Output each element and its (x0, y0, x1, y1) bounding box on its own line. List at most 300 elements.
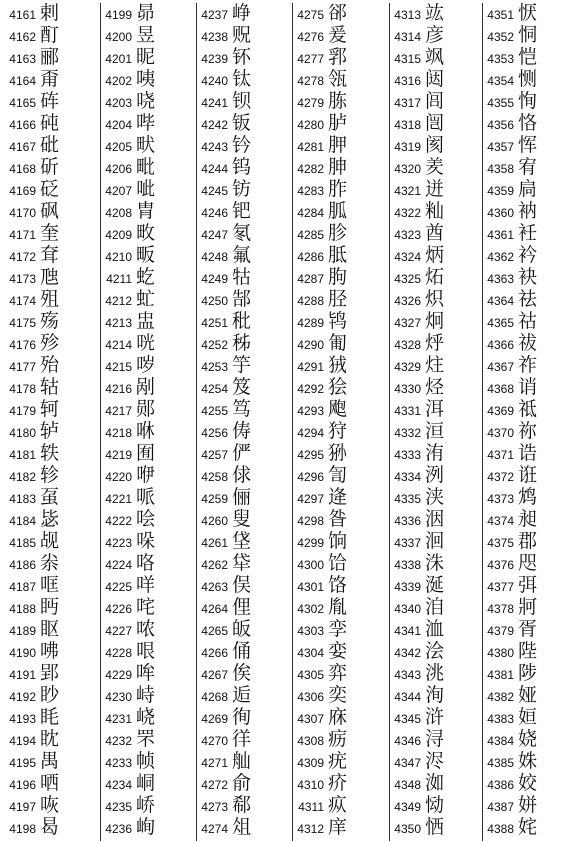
entry-number: 4220 (105, 470, 132, 484)
hanzi-character: 陛 (518, 640, 538, 662)
entry-number: 4362 (487, 250, 514, 264)
entry-number: 4270 (201, 734, 228, 748)
hanzi-character: 恽 (518, 134, 538, 156)
hanzi-character: 郢 (40, 662, 60, 684)
entry-number: 4164 (9, 74, 36, 88)
entry-number: 4302 (297, 602, 324, 616)
hanzi-character: 诰 (518, 442, 538, 464)
entry-number: 4198 (9, 822, 36, 836)
hanzi-character: 衿 (518, 244, 538, 266)
entry-number: 4266 (201, 646, 228, 660)
hanzi-character: 竑 (425, 2, 445, 24)
hanzi-character: 饸 (328, 552, 348, 574)
hanzi-character: 盅 (136, 310, 156, 332)
entry-number: 4295 (297, 448, 324, 462)
hanzi-character: 咣 (136, 332, 156, 354)
hanzi-character: 砗 (40, 90, 60, 112)
entry-number: 4185 (9, 536, 36, 550)
hanzi-character: 衲 (518, 200, 538, 222)
entry-number: 4242 (201, 118, 228, 132)
hanzi-character: 昵 (136, 46, 156, 68)
hanzi-character: 竽 (232, 354, 252, 376)
hanzi-character: 殆 (40, 354, 60, 376)
hanzi-character: 胫 (328, 288, 348, 310)
entry-number: 4217 (105, 404, 132, 418)
hanzi-character: 徇 (232, 706, 252, 728)
hanzi-character: 俞 (232, 772, 252, 794)
hanzi-character: 胝 (328, 244, 348, 266)
entry-number: 4283 (297, 184, 324, 198)
entry-number: 4170 (9, 206, 36, 220)
hanzi-character: 昱 (136, 24, 156, 46)
hanzi-character: 氟 (232, 244, 252, 266)
entry-number: 4230 (105, 690, 132, 704)
entry-number: 4335 (394, 492, 421, 506)
hanzi-character: 咦 (136, 68, 156, 90)
entry-number: 4231 (105, 712, 132, 726)
entry-number: 4264 (201, 602, 228, 616)
hanzi-character: 笃 (232, 398, 252, 420)
entry-number: 4317 (394, 96, 421, 110)
entry-number: 4165 (9, 96, 36, 110)
hanzi-character: 恻 (518, 68, 538, 90)
hanzi-character: 庥 (328, 706, 348, 728)
hanzi-character: 娅 (518, 684, 538, 706)
hanzi-character: 囿 (136, 442, 156, 464)
hanzi-character: 闾 (425, 90, 445, 112)
hanzi-character: 昶 (518, 508, 538, 530)
hanzi-character: 钫 (232, 178, 252, 200)
entry-number: 4234 (105, 778, 132, 792)
hanzi-character: 浔 (425, 728, 445, 750)
hanzi-character: 郡 (518, 530, 538, 552)
hanzi-character: 砘 (40, 112, 60, 134)
entry-number: 4365 (487, 316, 514, 330)
hanzi-character: 饷 (328, 530, 348, 552)
entry-number: 4184 (9, 514, 36, 528)
hanzi-character: 斫 (40, 156, 60, 178)
hanzi-character: 娆 (518, 728, 538, 750)
hanzi-character: 哐 (40, 574, 60, 596)
entry-number: 4263 (201, 580, 228, 594)
entry-number: 4377 (487, 580, 514, 594)
entry-number: 4305 (297, 668, 324, 682)
entry-number: 4310 (297, 778, 324, 792)
hanzi-character: 浍 (425, 640, 445, 662)
entry-number: 4323 (394, 228, 421, 242)
hanzi-character: 姘 (518, 794, 538, 816)
hanzi-character: 洧 (425, 442, 445, 464)
hanzi-character: 眊 (40, 706, 60, 728)
entry-number: 4199 (105, 8, 132, 22)
entry-number: 4378 (487, 602, 514, 616)
entry-number: 4192 (9, 690, 36, 704)
entry-number: 4338 (394, 558, 421, 572)
entry-number: 4235 (105, 800, 132, 814)
hanzi-character: 瓴 (328, 68, 348, 90)
entry-number: 4279 (297, 96, 324, 110)
entry-number: 4197 (9, 800, 36, 814)
hanzi-character: 昴 (136, 2, 156, 24)
entry-number: 4236 (105, 822, 132, 836)
hanzi-character: 轱 (40, 376, 60, 398)
entry-number: 4380 (487, 646, 514, 660)
entry-number: 4252 (201, 338, 228, 352)
hanzi-character: 祜 (518, 310, 538, 332)
hanzi-character: 疣 (328, 750, 348, 772)
entry-number: 4169 (9, 184, 36, 198)
hanzi-character: 牯 (232, 266, 252, 288)
hanzi-character: 殂 (40, 288, 60, 310)
column-6 (478, 3, 568, 841)
hanzi-character: 钛 (232, 68, 252, 90)
entry-number: 4337 (394, 536, 421, 550)
entry-number: 4269 (201, 712, 228, 726)
hanzi-character: 炳 (425, 244, 445, 266)
entry-number: 4243 (201, 140, 228, 154)
hanzi-character: 恪 (518, 112, 538, 134)
hanzi-character: 舢 (232, 750, 252, 772)
entry-number: 4345 (394, 712, 421, 726)
hanzi-character: 钚 (232, 46, 252, 68)
entry-number: 4196 (9, 778, 36, 792)
hanzi-character: 逅 (232, 684, 252, 706)
hanzi-character: 殄 (40, 332, 60, 354)
hanzi-character: 姣 (518, 772, 538, 794)
hanzi-character: 俣 (232, 574, 252, 596)
hanzi-character: 炽 (425, 288, 445, 310)
entry-number: 4208 (105, 206, 132, 220)
hanzi-character: 鸩 (518, 486, 538, 508)
entry-number: 4284 (297, 206, 324, 220)
hanzi-character: 姝 (518, 750, 538, 772)
entry-number: 4190 (9, 646, 36, 660)
entry-number: 4191 (9, 668, 36, 682)
entry-number: 4209 (105, 228, 132, 242)
entry-number: 4182 (9, 470, 36, 484)
hanzi-character: 砭 (40, 178, 60, 200)
entry-number: 4240 (201, 74, 228, 88)
hanzi-character: 眄 (40, 596, 60, 618)
hanzi-character: 砒 (40, 134, 60, 156)
hanzi-character: 炯 (425, 310, 445, 332)
hanzi-character: 俎 (232, 816, 252, 838)
entry-number: 4376 (487, 558, 514, 572)
entry-number: 4373 (487, 492, 514, 506)
hanzi-character: 轲 (40, 398, 60, 420)
hanzi-character: 哓 (136, 90, 156, 112)
hanzi-character: 哞 (136, 662, 156, 684)
entry-number: 4216 (105, 382, 132, 396)
entry-number: 4299 (297, 536, 324, 550)
entry-number: 4339 (394, 580, 421, 594)
hanzi-character: 钡 (232, 90, 252, 112)
entry-number: 4379 (487, 624, 514, 638)
entry-number: 4201 (105, 52, 132, 66)
entry-number: 4277 (297, 52, 324, 66)
hanzi-character: 闿 (425, 112, 445, 134)
entry-number: 4287 (297, 272, 324, 286)
entry-number: 4244 (201, 162, 228, 176)
entry-number: 4364 (487, 294, 514, 308)
hanzi-character: 恸 (425, 794, 445, 816)
entry-number: 4256 (201, 426, 228, 440)
hanzi-character: 咩 (136, 574, 156, 596)
hanzi-character: 哔 (136, 112, 156, 134)
entry-number: 4222 (105, 514, 132, 528)
hanzi-character: 峒 (136, 772, 156, 794)
hanzi-character: 咿 (136, 464, 156, 486)
hanzi-character: 胤 (328, 596, 348, 618)
entry-number: 4315 (394, 52, 421, 66)
hanzi-character: 郗 (232, 794, 252, 816)
entry-number: 4171 (9, 228, 36, 242)
hanzi-character: 峋 (136, 816, 156, 838)
entry-number: 4210 (105, 250, 132, 264)
entry-number: 4229 (105, 668, 132, 682)
entry-number: 4385 (487, 756, 514, 770)
entry-number: 4221 (105, 492, 132, 506)
hanzi-character: 眇 (40, 684, 60, 706)
entry-number: 4187 (9, 580, 36, 594)
hanzi-character: 孪 (328, 618, 348, 640)
entry-number: 4325 (394, 272, 421, 286)
column-1 (0, 3, 92, 841)
entry-number: 4211 (106, 272, 132, 286)
hanzi-character: 虼 (136, 266, 156, 288)
entry-number: 4206 (105, 162, 132, 176)
hanzi-character: 疬 (328, 728, 348, 750)
hanzi-character: 殇 (40, 310, 60, 332)
entry-number: 4382 (487, 690, 514, 704)
entry-number: 4298 (297, 514, 324, 528)
entry-number: 4204 (105, 118, 132, 132)
hanzi-character: 饹 (328, 574, 348, 596)
hanzi-character: 朐 (328, 266, 348, 288)
entry-number: 4179 (9, 404, 36, 418)
hanzi-character: 浒 (425, 706, 445, 728)
column-4 (288, 3, 380, 841)
hanzi-character: 皈 (232, 618, 252, 640)
entry-number: 4260 (201, 514, 228, 528)
hanzi-character: 诮 (518, 376, 538, 398)
entry-number: 4367 (487, 360, 514, 374)
entry-number: 4297 (297, 492, 324, 506)
entry-number: 4241 (201, 96, 228, 110)
entry-number: 4303 (297, 624, 324, 638)
entry-number: 4368 (487, 382, 514, 396)
entry-number: 4308 (297, 734, 324, 748)
entry-number: 4356 (487, 118, 514, 132)
entry-number: 4176 (9, 338, 36, 352)
entry-number: 4173 (9, 272, 36, 286)
entry-number: 4351 (487, 8, 514, 22)
hanzi-character: 弈 (328, 662, 348, 684)
hanzi-character: 诳 (518, 464, 538, 486)
hanzi-character: 郧 (136, 398, 156, 420)
entry-number: 4262 (201, 558, 228, 572)
entry-number: 4383 (487, 712, 514, 726)
hanzi-character: 轳 (40, 420, 60, 442)
entry-number: 4290 (297, 338, 324, 352)
hanzi-character: 洌 (425, 464, 445, 486)
hanzi-character: 奕 (328, 684, 348, 706)
entry-number: 4253 (201, 360, 228, 374)
entry-number: 4316 (394, 74, 421, 88)
hanzi-character: 俅 (232, 464, 252, 486)
hanzi-character: 俨 (232, 442, 252, 464)
hanzi-character: 钣 (232, 112, 252, 134)
hanzi-character: 恺 (518, 46, 538, 68)
hanzi-character: 虺 (40, 266, 60, 288)
column-5 (385, 3, 477, 841)
hanzi-character: 哝 (136, 618, 156, 640)
entry-number: 4360 (487, 206, 514, 220)
hanzi-character: 哏 (136, 640, 156, 662)
hanzi-character: 俪 (232, 486, 252, 508)
entry-number: 4331 (394, 404, 421, 418)
entry-number: 4286 (297, 250, 324, 264)
entry-number: 4292 (297, 382, 324, 396)
hanzi-character: 彦 (425, 24, 445, 46)
entry-number: 4336 (394, 514, 421, 528)
entry-number: 4175 (9, 316, 36, 330)
entry-number: 4186 (9, 558, 36, 572)
entry-number: 4294 (297, 426, 324, 440)
entry-number: 4311 (298, 800, 324, 814)
entry-number: 4249 (201, 272, 228, 286)
hanzi-character: 羑 (425, 156, 445, 178)
hanzi-character: 帧 (136, 750, 156, 772)
hanzi-character: 鸨 (328, 310, 348, 332)
entry-number: 4188 (9, 602, 36, 616)
entry-number: 4330 (394, 382, 421, 396)
hanzi-character: 涎 (425, 574, 445, 596)
entry-number: 4172 (9, 250, 36, 264)
hanzi-character: 郛 (328, 46, 348, 68)
hanzi-character: 扃 (518, 178, 538, 200)
entry-number: 4314 (394, 30, 421, 44)
entry-number: 4224 (105, 558, 132, 572)
entry-number: 4340 (394, 602, 421, 616)
hanzi-character: 咤 (136, 596, 156, 618)
entry-number: 4213 (105, 316, 132, 330)
hanzi-character: 咻 (136, 420, 156, 442)
entry-number: 4334 (394, 470, 421, 484)
entry-number: 4353 (487, 52, 514, 66)
entry-number: 4329 (394, 360, 421, 374)
hanzi-character: 祚 (518, 354, 538, 376)
hanzi-character: 哙 (136, 508, 156, 530)
hanzi-character: 哚 (136, 530, 156, 552)
entry-number: 4319 (394, 140, 421, 154)
entry-number: 4181 (9, 448, 36, 462)
hanzi-character: 昝 (328, 508, 348, 530)
hanzi-character: 恫 (518, 24, 538, 46)
entry-number: 4324 (394, 250, 421, 264)
hanzi-character: 钤 (232, 134, 252, 156)
hanzi-character: 曷 (40, 816, 60, 838)
entry-number: 4193 (9, 712, 36, 726)
hanzi-character: 訇 (328, 464, 348, 486)
entry-number: 4328 (394, 338, 421, 352)
hanzi-character: 炻 (425, 266, 445, 288)
hanzi-character: 剐 (136, 376, 156, 398)
entry-number: 4350 (394, 822, 421, 836)
entry-number: 4371 (487, 448, 514, 462)
entry-number: 4307 (297, 712, 324, 726)
entry-number: 4357 (487, 140, 514, 154)
entry-number: 4278 (297, 74, 324, 88)
entry-number: 4320 (394, 162, 421, 176)
hanzi-character: 酋 (425, 222, 445, 244)
entry-number: 4255 (201, 404, 228, 418)
hanzi-character: 祢 (518, 420, 538, 442)
entry-number: 4358 (487, 162, 514, 176)
entry-number: 4313 (394, 8, 421, 22)
entry-number: 4347 (394, 756, 421, 770)
entry-number: 4265 (201, 624, 228, 638)
hanzi-character: 剌 (40, 2, 60, 24)
entry-number: 4180 (9, 426, 36, 440)
entry-number: 4326 (394, 294, 421, 308)
hanzi-character: 恓 (425, 816, 445, 838)
hanzi-character: 匍 (328, 332, 348, 354)
hanzi-character: 宥 (518, 156, 538, 178)
entry-number: 4344 (394, 690, 421, 704)
hanzi-character: 狩 (328, 420, 348, 442)
hanzi-character: 籼 (425, 200, 445, 222)
hanzi-character: 胛 (328, 134, 348, 156)
hanzi-character: 飒 (425, 46, 445, 68)
hanzi-character: 迸 (425, 178, 445, 200)
hanzi-character: 洙 (425, 552, 445, 574)
hanzi-character: 庠 (328, 816, 348, 838)
entry-number: 4202 (105, 74, 132, 88)
entry-number: 4333 (394, 448, 421, 462)
hanzi-character: 祓 (518, 332, 538, 354)
hanzi-character: 衽 (518, 222, 538, 244)
entry-number: 4247 (201, 228, 228, 242)
entry-number: 4250 (201, 294, 228, 308)
column-3 (192, 3, 284, 841)
hanzi-character: 奎 (40, 222, 60, 244)
hanzi-character: 秭 (232, 332, 252, 354)
hanzi-character: 爰 (328, 24, 348, 46)
entry-number: 4366 (487, 338, 514, 352)
hanzi-character: 洵 (425, 684, 445, 706)
entry-number: 4174 (9, 294, 36, 308)
entry-number: 4251 (201, 316, 228, 330)
entry-number: 4167 (9, 140, 36, 154)
entry-number: 4267 (201, 668, 228, 682)
entry-number: 4293 (297, 404, 324, 418)
hanzi-character: 洮 (425, 662, 445, 684)
entry-number: 4166 (9, 118, 36, 132)
hanzi-character: 娈 (328, 640, 348, 662)
entry-number: 4341 (394, 624, 421, 638)
entry-number: 4300 (297, 558, 324, 572)
hanzi-character: 钨 (232, 156, 252, 178)
entry-number: 4318 (394, 118, 421, 132)
hanzi-character: 峣 (136, 706, 156, 728)
hanzi-character: 徉 (232, 728, 252, 750)
entry-number: 4288 (297, 294, 324, 308)
hanzi-character: 咈 (40, 640, 60, 662)
entry-number: 4321 (394, 184, 421, 198)
entry-number: 4232 (105, 734, 132, 748)
hanzi-character: 畈 (136, 244, 156, 266)
